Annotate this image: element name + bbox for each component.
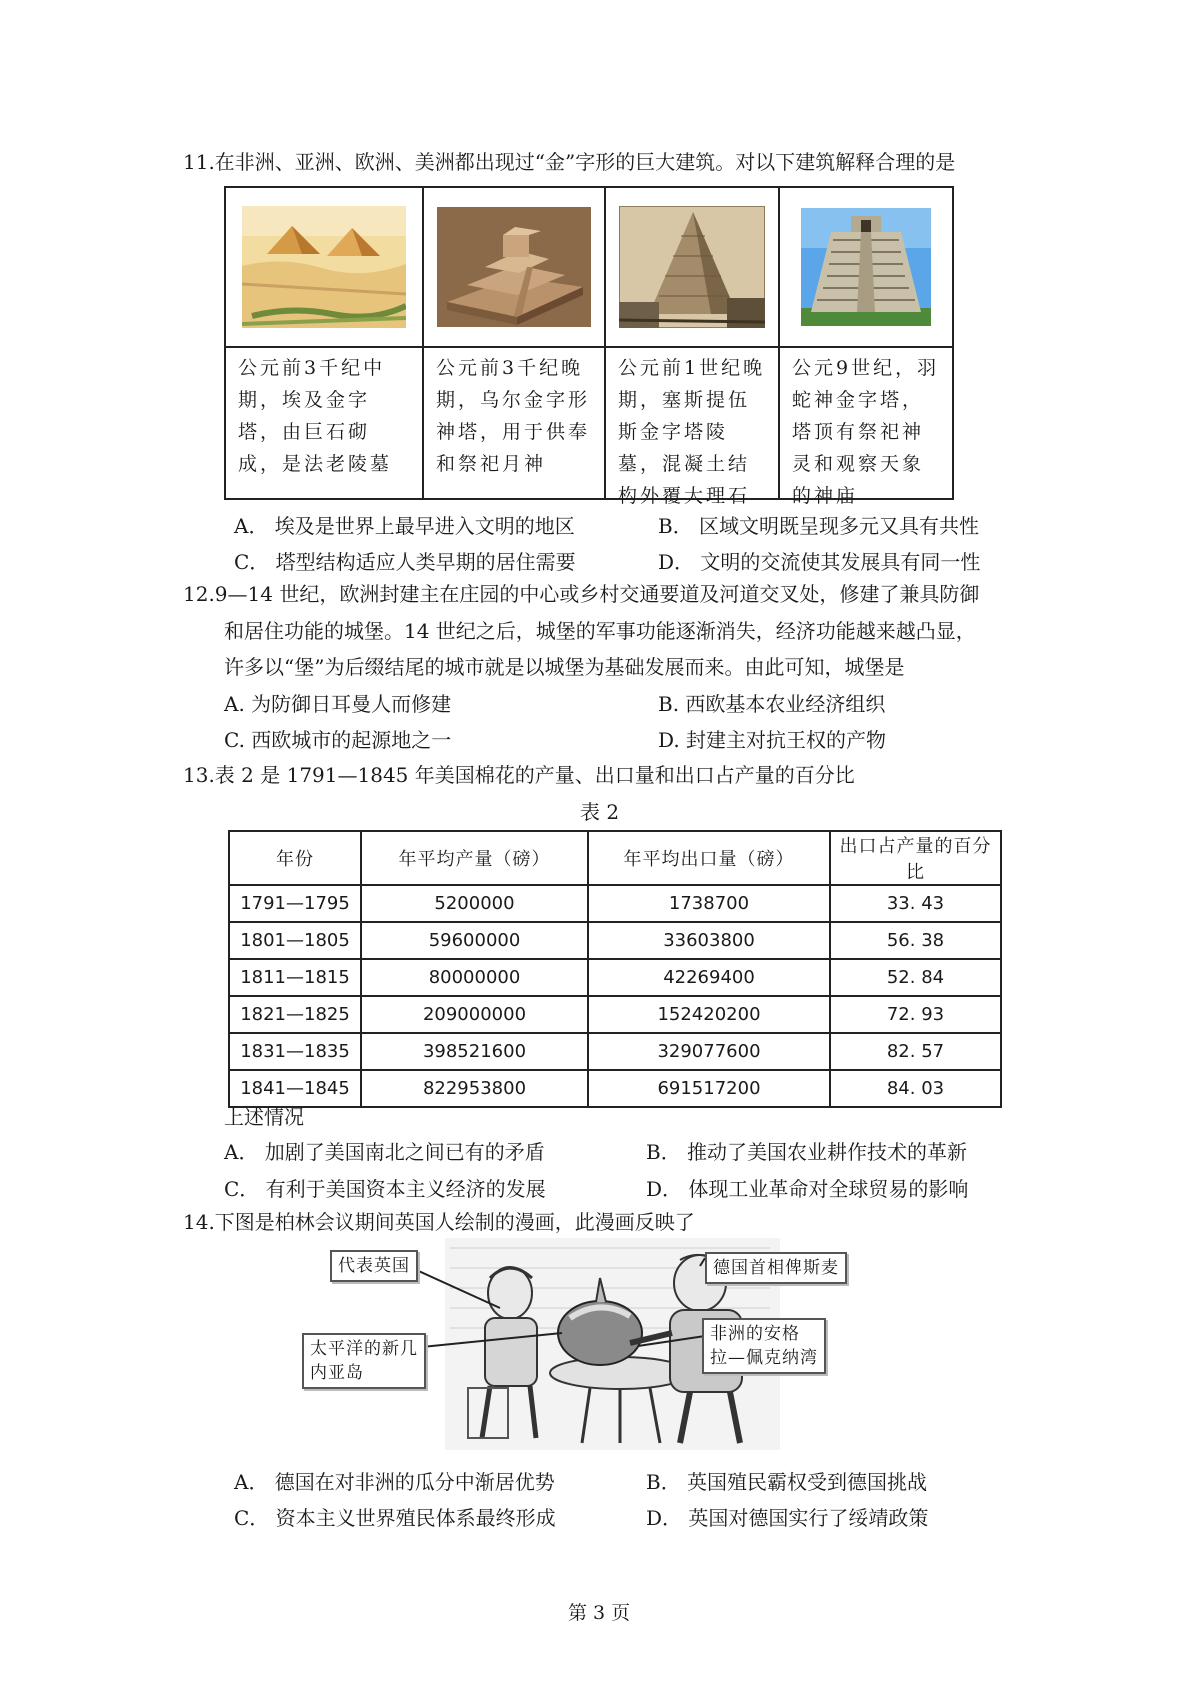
page-number: 第 3 页 [568,1602,631,1624]
table-caption: 表 2 [580,800,620,824]
cestius-pyramid-image [606,188,778,346]
table-cell: 329077600 [588,1033,830,1070]
question-12-stem-line3: 许多以“堡”为后缀结尾的城市就是以城堡为基础发展而来。由此可知，城堡是 [224,655,905,679]
egypt-pyramids-image [226,188,422,346]
q11-option-a[interactable]: A． 埃及是世界上最早进入文明的地区 [234,514,575,538]
cartoon-label-angra-pequena [702,1318,826,1374]
table-row [229,1070,1001,1107]
q12-option-b[interactable]: B. 西欧基本农业经济组织 [658,692,886,716]
table-cell: 82. 57 [830,1033,1001,1070]
table-row [229,959,1001,996]
q12-option-a[interactable]: A. 为防御日耳曼人而修建 [224,692,452,716]
column-header: 年平均出口量（磅） [588,831,830,885]
cartoon-label-britain: 代表英国 [330,1250,418,1282]
table-cell: 1831—1835 [229,1033,361,1070]
q13-option-d[interactable]: D． 体现工业革命对全球贸易的影响 [646,1177,969,1201]
question-13-stem: 13.表 2 是 1791—1845 年美国棉花的产量、出口量和出口占产量的百分比 [183,763,855,787]
table-cell: 56. 38 [830,922,1001,959]
table-row [229,996,1001,1033]
column-header: 年平均产量（磅） [361,831,588,885]
cartoon-label-angra-line2: 拉—佩克纳湾 [710,1348,818,1368]
q14-option-d[interactable]: D． 英国对德国实行了绥靖政策 [646,1506,929,1530]
table-row [229,922,1001,959]
q11-desc-egypt: 公元前3千纪中期，埃及金字塔，由巨石砌成，是法老陵墓 [238,357,393,475]
q11-desc-kukulcan: 公元9世纪，羽蛇神金字塔，塔顶有祭祀神灵和观察天象的神庙 [792,357,940,507]
question-12-stem-line1: 12.9—14 世纪，欧洲封建主在庄园的中心或乡村交通要道及河道交叉处，修建了兼具防御 [183,582,980,606]
table-cell: 84. 03 [830,1070,1001,1107]
column-header: 出口占产量的百分比 [830,831,1001,885]
q13-lead-text: 上述情况 [224,1105,304,1129]
table-cell: 80000000 [361,959,588,996]
table-cell: 42269400 [588,959,830,996]
q11-option-d[interactable]: D． 文明的交流使其发展具有同一性 [658,550,981,574]
table-cell: 5200000 [361,885,588,922]
cartoon-label-guinea-line1: 太平洋的新几 [310,1339,418,1359]
cartoon-label-angra-line1: 非洲的安格 [710,1324,800,1344]
table-cell: 1821—1825 [229,996,361,1033]
table-row [229,1033,1001,1070]
table-cell: 1791—1795 [229,885,361,922]
cartoon-label-bismarck: 德国首相俾斯麦 [705,1252,847,1284]
question-14-stem: 14.下图是柏林会议期间英国人绘制的漫画，此漫画反映了 [183,1210,695,1234]
column-header: 年份 [229,831,361,885]
table-cell: 1738700 [588,885,830,922]
q14-option-b[interactable]: B． 英国殖民霸权受到德国挑战 [646,1470,928,1494]
table-cell: 691517200 [588,1070,830,1107]
q12-option-c[interactable]: C. 西欧城市的起源地之一 [224,728,452,752]
q13-option-c[interactable]: C． 有利于美国资本主义经济的发展 [224,1177,546,1201]
q12-option-d[interactable]: D. 封建主对抗王权的产物 [658,728,887,752]
kukulcan-pyramid-image [780,188,952,346]
q11-desc-ur: 公元前3千纪晚期，乌尔金字形神塔，用于供奉和祭祀月神 [436,357,591,475]
table-cell: 1811—1815 [229,959,361,996]
table-cell: 1841—1845 [229,1070,361,1107]
table-cell: 33603800 [588,922,830,959]
table-cell: 209000000 [361,996,588,1033]
table-cell: 398521600 [361,1033,588,1070]
table-cell: 59600000 [361,922,588,959]
table-cell: 822953800 [361,1070,588,1107]
cotton-data-table [228,830,1002,1108]
table-cell: 33. 43 [830,885,1001,922]
q11-building-table [224,186,954,507]
q11-desc-cestius: 公元前1世纪晚期，塞斯提伍斯金字塔陵墓，混凝土结构外覆大理石 [618,357,766,507]
table-header-row [229,831,1001,885]
table-cell: 52. 84 [830,959,1001,996]
table-cell: 152420200 [588,996,830,1033]
question-12-stem-line2: 和居住功能的城堡。14 世纪之后，城堡的军事功能逐渐消失，经济功能越来越凸显， [224,619,976,643]
ur-ziggurat-image [424,188,604,346]
q13-option-a[interactable]: A． 加剧了美国南北之间已有的矛盾 [224,1140,545,1164]
q13-option-b[interactable]: B． 推动了美国农业耕作技术的革新 [646,1140,968,1164]
q14-option-c[interactable]: C． 资本主义世界殖民体系最终形成 [234,1506,556,1530]
table-cell: 1801—1805 [229,922,361,959]
table-row [229,885,1001,922]
cartoon-label-guinea-line2: 内亚岛 [310,1363,364,1383]
question-11-stem: 11.在非洲、亚洲、欧洲、美洲都出现过“金”字形的巨大建筑。对以下建筑解释合理的是 [183,150,956,174]
q14-option-a[interactable]: A． 德国在对非洲的瓜分中渐居优势 [234,1470,555,1494]
q11-option-b[interactable]: B． 区域文明既呈现多元又具有共性 [658,514,980,538]
cartoon-label-new-guinea [302,1333,426,1389]
q11-option-c[interactable]: C． 塔型结构适应人类早期的居住需要 [234,550,576,574]
table-cell: 72. 93 [830,996,1001,1033]
berlin-conference-cartoon [300,1238,920,1450]
